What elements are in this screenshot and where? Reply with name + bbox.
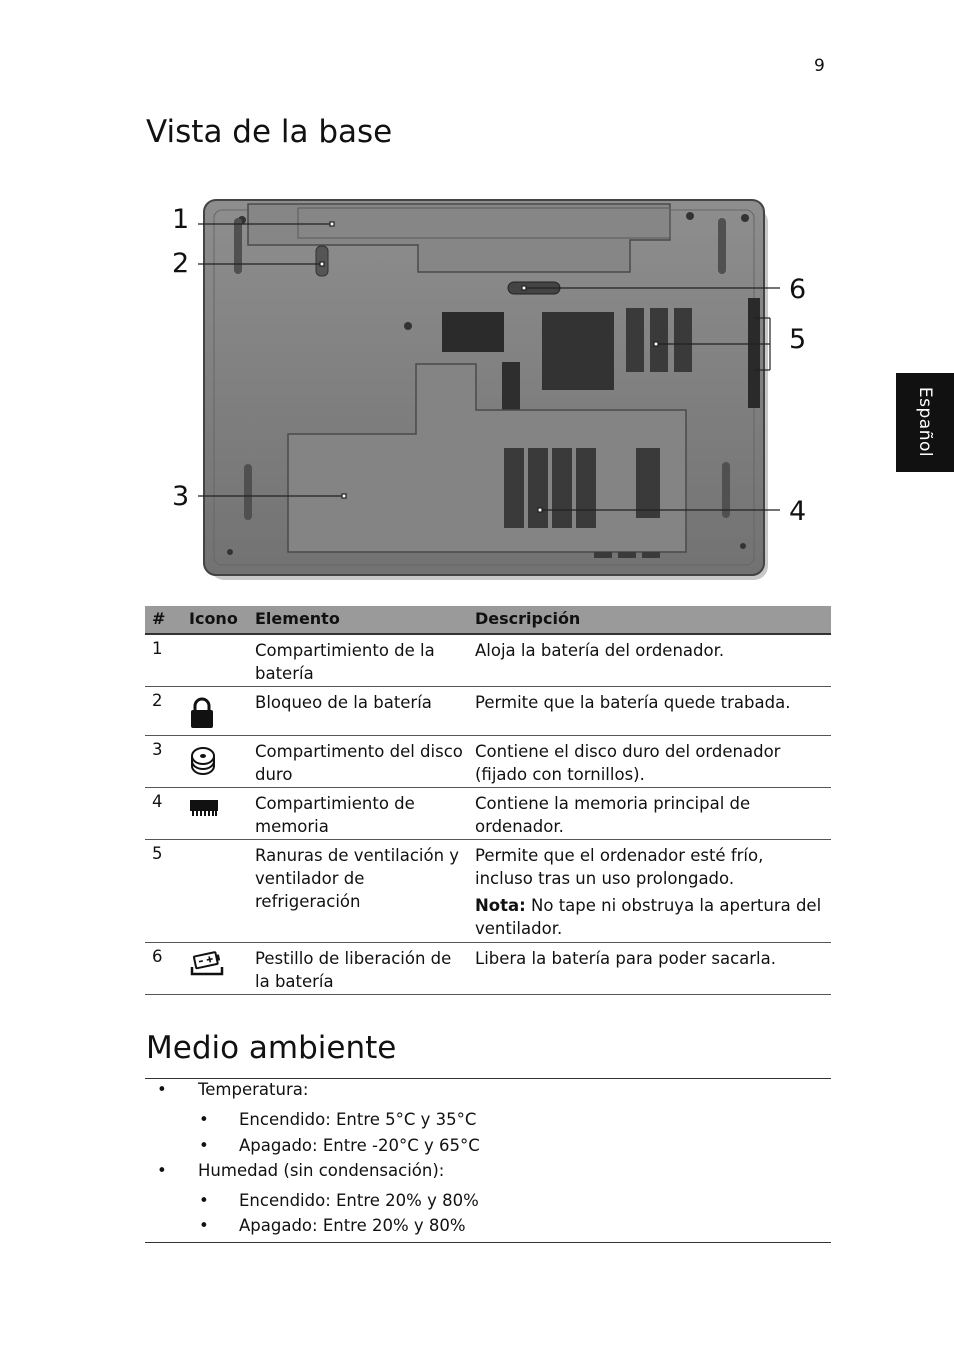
row-description: Contiene la memoria principal de ordenador. [475,794,751,836]
callout-5: 5 [789,324,807,355]
section-title-environment: Medio ambiente [146,1030,397,1066]
row-description: Contiene el disco duro del ordenador (fijado con tornillos). [475,742,781,784]
row-description: Permite que la batería quede trabada. [475,693,791,712]
callout-4: 4 [789,496,807,527]
row-element: Compartimento del disco duro [255,742,463,784]
language-tab [896,373,954,472]
table-header [145,606,831,635]
section-title-base-view: Vista de la base [146,114,393,150]
callout-6: 6 [789,274,807,305]
bullet: • [199,1216,209,1235]
row-element: Ranuras de ventilación y ventilador de refrigeración [255,846,460,911]
humidity-off: Apagado: Entre 20% y 80% [239,1216,466,1235]
battery-release-icon [189,949,225,983]
row-element: Pestillo de liberación de la batería [255,949,452,991]
humidity-on: Encendido: Entre 20% y 80% [239,1191,479,1210]
bullet: • [199,1136,209,1155]
note-text: No tape ni obstruya la apertura del ventilador. [475,896,822,938]
row-element: Compartimiento de la batería [255,641,435,683]
callout-3: 3 [172,481,190,512]
table-row [145,736,831,788]
temperature-off: Apagado: Entre -20°C y 65°C [239,1136,480,1155]
hard-disk-icon [189,746,217,780]
table-row [145,788,831,840]
row-number: 2 [152,691,163,710]
row-description: Libera la batería para poder sacarla. [475,949,776,968]
table-row [145,687,831,736]
temperature-label: Temperatura: [198,1080,309,1099]
table-row [145,840,831,943]
laptop-base-diagram [170,190,820,590]
bullet: • [199,1110,209,1129]
lock-icon [189,697,215,733]
header-num: # [152,609,166,628]
bullet: • [157,1080,167,1099]
bullet: • [157,1161,167,1180]
page-number: 9 [814,56,825,76]
row-number: 6 [152,947,163,966]
table-row [145,943,831,995]
row-number: 4 [152,792,163,811]
temperature-on: Encendido: Entre 5°C y 35°C [239,1110,477,1129]
row-number: 3 [152,740,163,759]
laptop-base-illustration [170,190,820,590]
row-number: 5 [152,844,163,863]
table-row [145,635,831,687]
header-element: Elemento [255,609,340,628]
note-label: Nota: [475,896,526,915]
memory-icon [189,798,219,822]
header-description: Descripción [475,609,581,628]
row-description: Permite que el ordenador esté frío, incluso tras un uso prolongado. Nota: No tape ni obstruya la apertura del ventilador. [475,846,822,938]
row-element: Bloqueo de la batería [255,693,432,712]
header-icon: Icono [189,609,238,628]
callout-2: 2 [172,248,190,279]
row-element: Compartimiento de memoria [255,794,415,836]
bullet: • [199,1191,209,1210]
row-number: 1 [152,639,163,658]
environment-top-rule [145,1078,831,1079]
environment-bottom-rule [145,1242,831,1243]
callout-1: 1 [172,204,190,235]
components-table [145,606,831,995]
humidity-label: Humedad (sin condensación): [198,1161,445,1180]
language-tab-label: Español [915,386,935,458]
row-description: Aloja la batería del ordenador. [475,641,725,660]
